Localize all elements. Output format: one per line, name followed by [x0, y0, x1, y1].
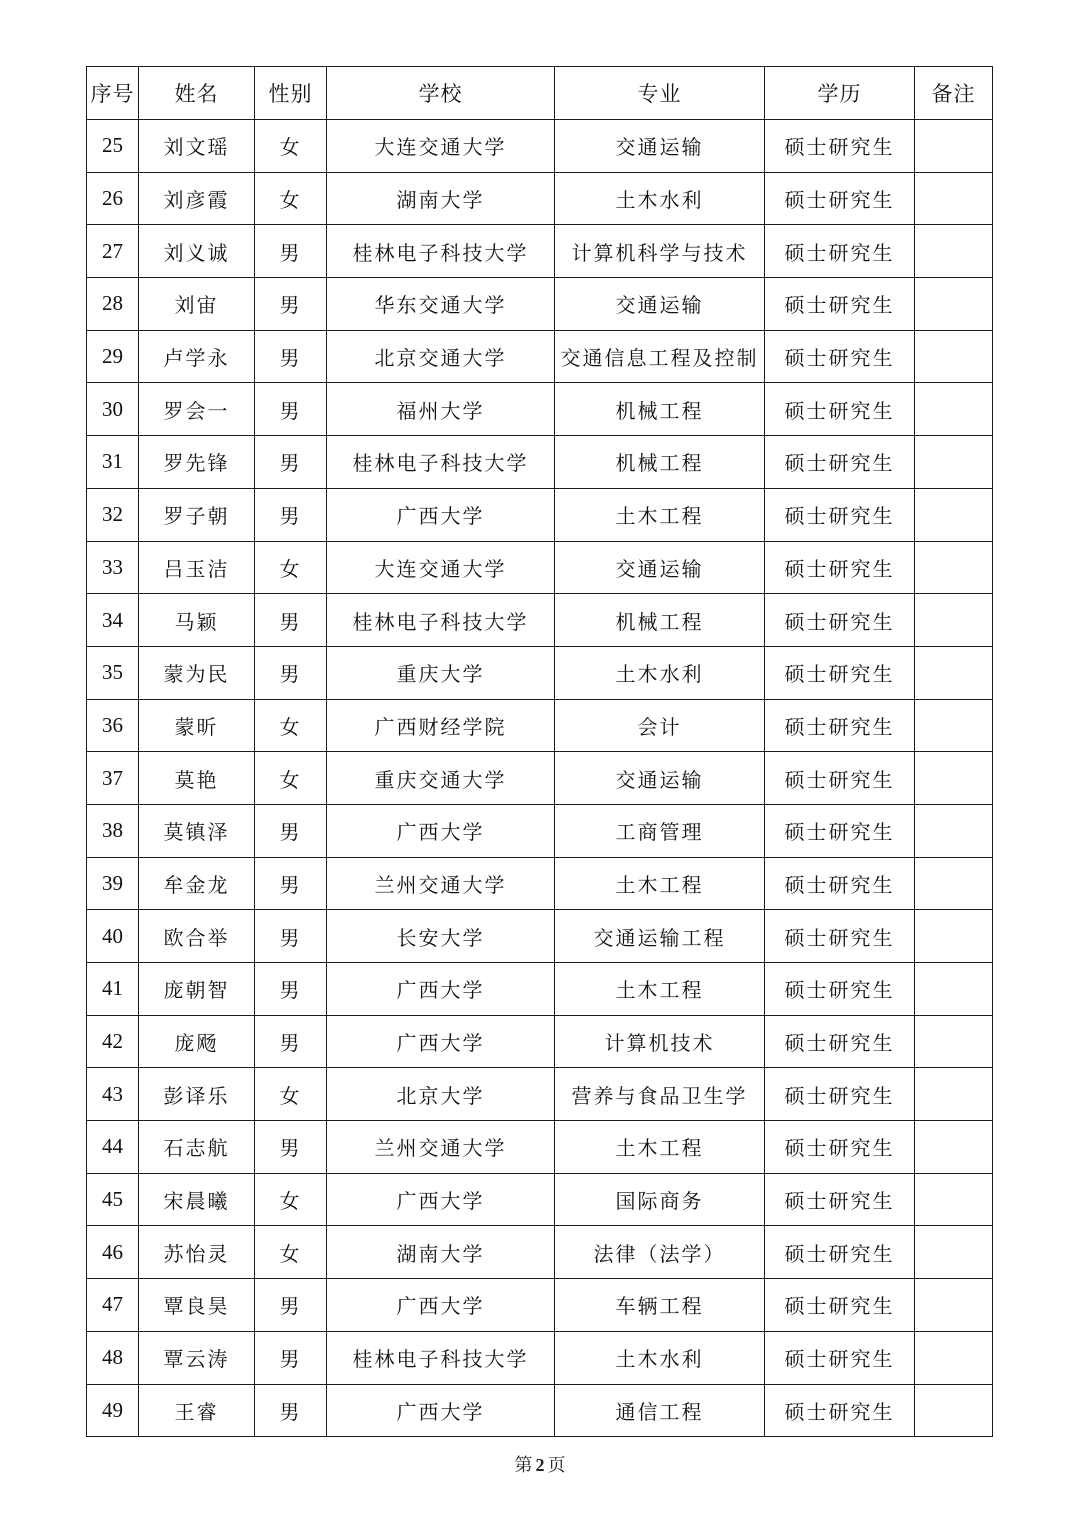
major-cell: 交通运输: [555, 120, 765, 173]
serial-number-cell: 37: [87, 752, 139, 805]
gender-cell: 男: [255, 330, 327, 383]
major-cell: 机械工程: [555, 436, 765, 489]
table-row: [87, 594, 993, 647]
school-cell: 桂林电子科技大学: [327, 1331, 555, 1384]
table-row: [87, 1384, 993, 1437]
table-row: [87, 172, 993, 225]
degree-cell: 硕士研究生: [765, 330, 915, 383]
remarks-cell: [915, 1331, 993, 1384]
major-cell: 土木水利: [555, 646, 765, 699]
major-cell: 交通运输: [555, 541, 765, 594]
major-cell: 土木工程: [555, 963, 765, 1016]
major-cell: 通信工程: [555, 1384, 765, 1437]
gender-cell: 女: [255, 1068, 327, 1121]
table-row: [87, 804, 993, 857]
name-cell: 刘彦霞: [139, 172, 255, 225]
remarks-cell: [915, 1226, 993, 1279]
name-cell: 石志航: [139, 1121, 255, 1174]
gender-cell: 女: [255, 1173, 327, 1226]
serial-number-cell: 40: [87, 910, 139, 963]
degree-cell: 硕士研究生: [765, 225, 915, 278]
table-row: [87, 699, 993, 752]
gender-cell: 男: [255, 488, 327, 541]
school-cell: 广西大学: [327, 1015, 555, 1068]
major-cell: 土木工程: [555, 488, 765, 541]
name-cell: 刘文瑶: [139, 120, 255, 173]
major-cell: 国际商务: [555, 1173, 765, 1226]
gender-cell: 男: [255, 804, 327, 857]
remarks-cell: [915, 699, 993, 752]
name-cell: 刘宙: [139, 278, 255, 331]
major-cell: 计算机技术: [555, 1015, 765, 1068]
major-cell: 土木水利: [555, 1331, 765, 1384]
page-label-prefix: 第: [514, 1455, 533, 1476]
serial-number-cell: 29: [87, 330, 139, 383]
school-cell: 华东交通大学: [327, 278, 555, 331]
name-cell: 庞朝智: [139, 963, 255, 1016]
table-row: [87, 910, 993, 963]
remarks-cell: [915, 172, 993, 225]
degree-cell: 硕士研究生: [765, 1279, 915, 1332]
major-cell: 机械工程: [555, 383, 765, 436]
serial-number-cell: 45: [87, 1173, 139, 1226]
school-cell: 兰州交通大学: [327, 857, 555, 910]
major-cell: 交通运输: [555, 752, 765, 805]
degree-cell: 硕士研究生: [765, 594, 915, 647]
degree-cell: 硕士研究生: [765, 752, 915, 805]
school-cell: 广西大学: [327, 963, 555, 1016]
degree-cell: 硕士研究生: [765, 963, 915, 1016]
major-cell: 交通运输: [555, 278, 765, 331]
gender-cell: 男: [255, 1384, 327, 1437]
name-cell: 莫艳: [139, 752, 255, 805]
degree-cell: 硕士研究生: [765, 646, 915, 699]
degree-cell: 硕士研究生: [765, 120, 915, 173]
gender-cell: 男: [255, 963, 327, 1016]
gender-cell: 男: [255, 646, 327, 699]
header-serial-number: 序号: [87, 67, 139, 120]
degree-cell: 硕士研究生: [765, 1121, 915, 1174]
degree-cell: 硕士研究生: [765, 910, 915, 963]
school-cell: 广西大学: [327, 488, 555, 541]
major-cell: 交通信息工程及控制: [555, 330, 765, 383]
serial-number-cell: 42: [87, 1015, 139, 1068]
table-body: [87, 120, 993, 1437]
name-cell: 宋晨曦: [139, 1173, 255, 1226]
name-cell: 蒙昕: [139, 699, 255, 752]
name-cell: 马颖: [139, 594, 255, 647]
name-cell: 牟金龙: [139, 857, 255, 910]
degree-cell: 硕士研究生: [765, 278, 915, 331]
table-row: [87, 963, 993, 1016]
remarks-cell: [915, 1068, 993, 1121]
gender-cell: 女: [255, 541, 327, 594]
degree-cell: 硕士研究生: [765, 1384, 915, 1437]
major-cell: 法律（法学）: [555, 1226, 765, 1279]
school-cell: 北京大学: [327, 1068, 555, 1121]
table-row: [87, 436, 993, 489]
table-row: [87, 541, 993, 594]
remarks-cell: [915, 1121, 993, 1174]
school-cell: 广西大学: [327, 1384, 555, 1437]
gender-cell: 男: [255, 594, 327, 647]
school-cell: 广西大学: [327, 804, 555, 857]
remarks-cell: [915, 1173, 993, 1226]
gender-cell: 女: [255, 752, 327, 805]
name-cell: 罗子朝: [139, 488, 255, 541]
gender-cell: 女: [255, 172, 327, 225]
page-footer: [0, 1451, 1080, 1477]
serial-number-cell: 46: [87, 1226, 139, 1279]
gender-cell: 男: [255, 1121, 327, 1174]
serial-number-cell: 26: [87, 172, 139, 225]
table-row: [87, 278, 993, 331]
header-gender: 性别: [255, 67, 327, 120]
candidate-table: [86, 66, 993, 1437]
school-cell: 大连交通大学: [327, 120, 555, 173]
school-cell: 长安大学: [327, 910, 555, 963]
degree-cell: 硕士研究生: [765, 699, 915, 752]
school-cell: 重庆交通大学: [327, 752, 555, 805]
page-number: 2: [535, 1455, 545, 1475]
serial-number-cell: 28: [87, 278, 139, 331]
remarks-cell: [915, 541, 993, 594]
remarks-cell: [915, 278, 993, 331]
header-remarks: 备注: [915, 67, 993, 120]
major-cell: 工商管理: [555, 804, 765, 857]
serial-number-cell: 35: [87, 646, 139, 699]
table-row: [87, 857, 993, 910]
remarks-cell: [915, 1015, 993, 1068]
gender-cell: 男: [255, 278, 327, 331]
school-cell: 广西财经学院: [327, 699, 555, 752]
name-cell: 罗先锋: [139, 436, 255, 489]
gender-cell: 男: [255, 910, 327, 963]
serial-number-cell: 34: [87, 594, 139, 647]
remarks-cell: [915, 963, 993, 1016]
gender-cell: 女: [255, 699, 327, 752]
serial-number-cell: 39: [87, 857, 139, 910]
gender-cell: 女: [255, 1226, 327, 1279]
table-row: [87, 1331, 993, 1384]
school-cell: 湖南大学: [327, 1226, 555, 1279]
remarks-cell: [915, 383, 993, 436]
table-row: [87, 1226, 993, 1279]
table-row: [87, 330, 993, 383]
degree-cell: 硕士研究生: [765, 1068, 915, 1121]
name-cell: 庞飏: [139, 1015, 255, 1068]
serial-number-cell: 47: [87, 1279, 139, 1332]
table-row: [87, 1121, 993, 1174]
name-cell: 彭译乐: [139, 1068, 255, 1121]
header-degree: 学历: [765, 67, 915, 120]
school-cell: 大连交通大学: [327, 541, 555, 594]
serial-number-cell: 43: [87, 1068, 139, 1121]
table-row: [87, 752, 993, 805]
gender-cell: 男: [255, 1015, 327, 1068]
table-row: [87, 1279, 993, 1332]
header-major: 专业: [555, 67, 765, 120]
degree-cell: 硕士研究生: [765, 1015, 915, 1068]
school-cell: 北京交通大学: [327, 330, 555, 383]
remarks-cell: [915, 594, 993, 647]
major-cell: 交通运输工程: [555, 910, 765, 963]
gender-cell: 男: [255, 225, 327, 278]
remarks-cell: [915, 646, 993, 699]
major-cell: 土木工程: [555, 857, 765, 910]
remarks-cell: [915, 804, 993, 857]
table-row: [87, 646, 993, 699]
serial-number-cell: 41: [87, 963, 139, 1016]
table-row: [87, 488, 993, 541]
page-label-suffix: 页: [547, 1455, 566, 1476]
serial-number-cell: 33: [87, 541, 139, 594]
name-cell: 卢学永: [139, 330, 255, 383]
remarks-cell: [915, 910, 993, 963]
school-cell: 桂林电子科技大学: [327, 436, 555, 489]
header-school: 学校: [327, 67, 555, 120]
major-cell: 营养与食品卫生学: [555, 1068, 765, 1121]
gender-cell: 男: [255, 857, 327, 910]
name-cell: 蒙为民: [139, 646, 255, 699]
remarks-cell: [915, 120, 993, 173]
remarks-cell: [915, 436, 993, 489]
degree-cell: 硕士研究生: [765, 1226, 915, 1279]
serial-number-cell: 38: [87, 804, 139, 857]
school-cell: 福州大学: [327, 383, 555, 436]
remarks-cell: [915, 752, 993, 805]
major-cell: 土木水利: [555, 172, 765, 225]
degree-cell: 硕士研究生: [765, 436, 915, 489]
remarks-cell: [915, 330, 993, 383]
gender-cell: 男: [255, 1279, 327, 1332]
name-cell: 欧合举: [139, 910, 255, 963]
serial-number-cell: 31: [87, 436, 139, 489]
school-cell: 桂林电子科技大学: [327, 225, 555, 278]
degree-cell: 硕士研究生: [765, 383, 915, 436]
table-row: [87, 1015, 993, 1068]
gender-cell: 女: [255, 120, 327, 173]
remarks-cell: [915, 1384, 993, 1437]
school-cell: 重庆大学: [327, 646, 555, 699]
name-cell: 吕玉洁: [139, 541, 255, 594]
degree-cell: 硕士研究生: [765, 541, 915, 594]
name-cell: 刘义诚: [139, 225, 255, 278]
name-cell: 王睿: [139, 1384, 255, 1437]
degree-cell: 硕士研究生: [765, 172, 915, 225]
name-cell: 覃良昊: [139, 1279, 255, 1332]
school-cell: 广西大学: [327, 1279, 555, 1332]
gender-cell: 男: [255, 436, 327, 489]
name-cell: 莫镇泽: [139, 804, 255, 857]
degree-cell: 硕士研究生: [765, 1331, 915, 1384]
serial-number-cell: 30: [87, 383, 139, 436]
degree-cell: 硕士研究生: [765, 857, 915, 910]
remarks-cell: [915, 488, 993, 541]
school-cell: 湖南大学: [327, 172, 555, 225]
serial-number-cell: 49: [87, 1384, 139, 1437]
table-row: [87, 225, 993, 278]
name-cell: 覃云涛: [139, 1331, 255, 1384]
serial-number-cell: 27: [87, 225, 139, 278]
remarks-cell: [915, 225, 993, 278]
header-name: 姓名: [139, 67, 255, 120]
major-cell: 会计: [555, 699, 765, 752]
major-cell: 土木工程: [555, 1121, 765, 1174]
serial-number-cell: 25: [87, 120, 139, 173]
school-cell: 广西大学: [327, 1173, 555, 1226]
table-row: [87, 1068, 993, 1121]
remarks-cell: [915, 1279, 993, 1332]
serial-number-cell: 48: [87, 1331, 139, 1384]
table-row: [87, 120, 993, 173]
gender-cell: 男: [255, 1331, 327, 1384]
serial-number-cell: 44: [87, 1121, 139, 1174]
header-row: [87, 67, 993, 120]
remarks-cell: [915, 857, 993, 910]
table-row: [87, 383, 993, 436]
serial-number-cell: 36: [87, 699, 139, 752]
gender-cell: 男: [255, 383, 327, 436]
major-cell: 计算机科学与技术: [555, 225, 765, 278]
degree-cell: 硕士研究生: [765, 1173, 915, 1226]
degree-cell: 硕士研究生: [765, 488, 915, 541]
name-cell: 罗会一: [139, 383, 255, 436]
serial-number-cell: 32: [87, 488, 139, 541]
major-cell: 机械工程: [555, 594, 765, 647]
school-cell: 桂林电子科技大学: [327, 594, 555, 647]
name-cell: 苏怡灵: [139, 1226, 255, 1279]
major-cell: 车辆工程: [555, 1279, 765, 1332]
degree-cell: 硕士研究生: [765, 804, 915, 857]
table-row: [87, 1173, 993, 1226]
school-cell: 兰州交通大学: [327, 1121, 555, 1174]
